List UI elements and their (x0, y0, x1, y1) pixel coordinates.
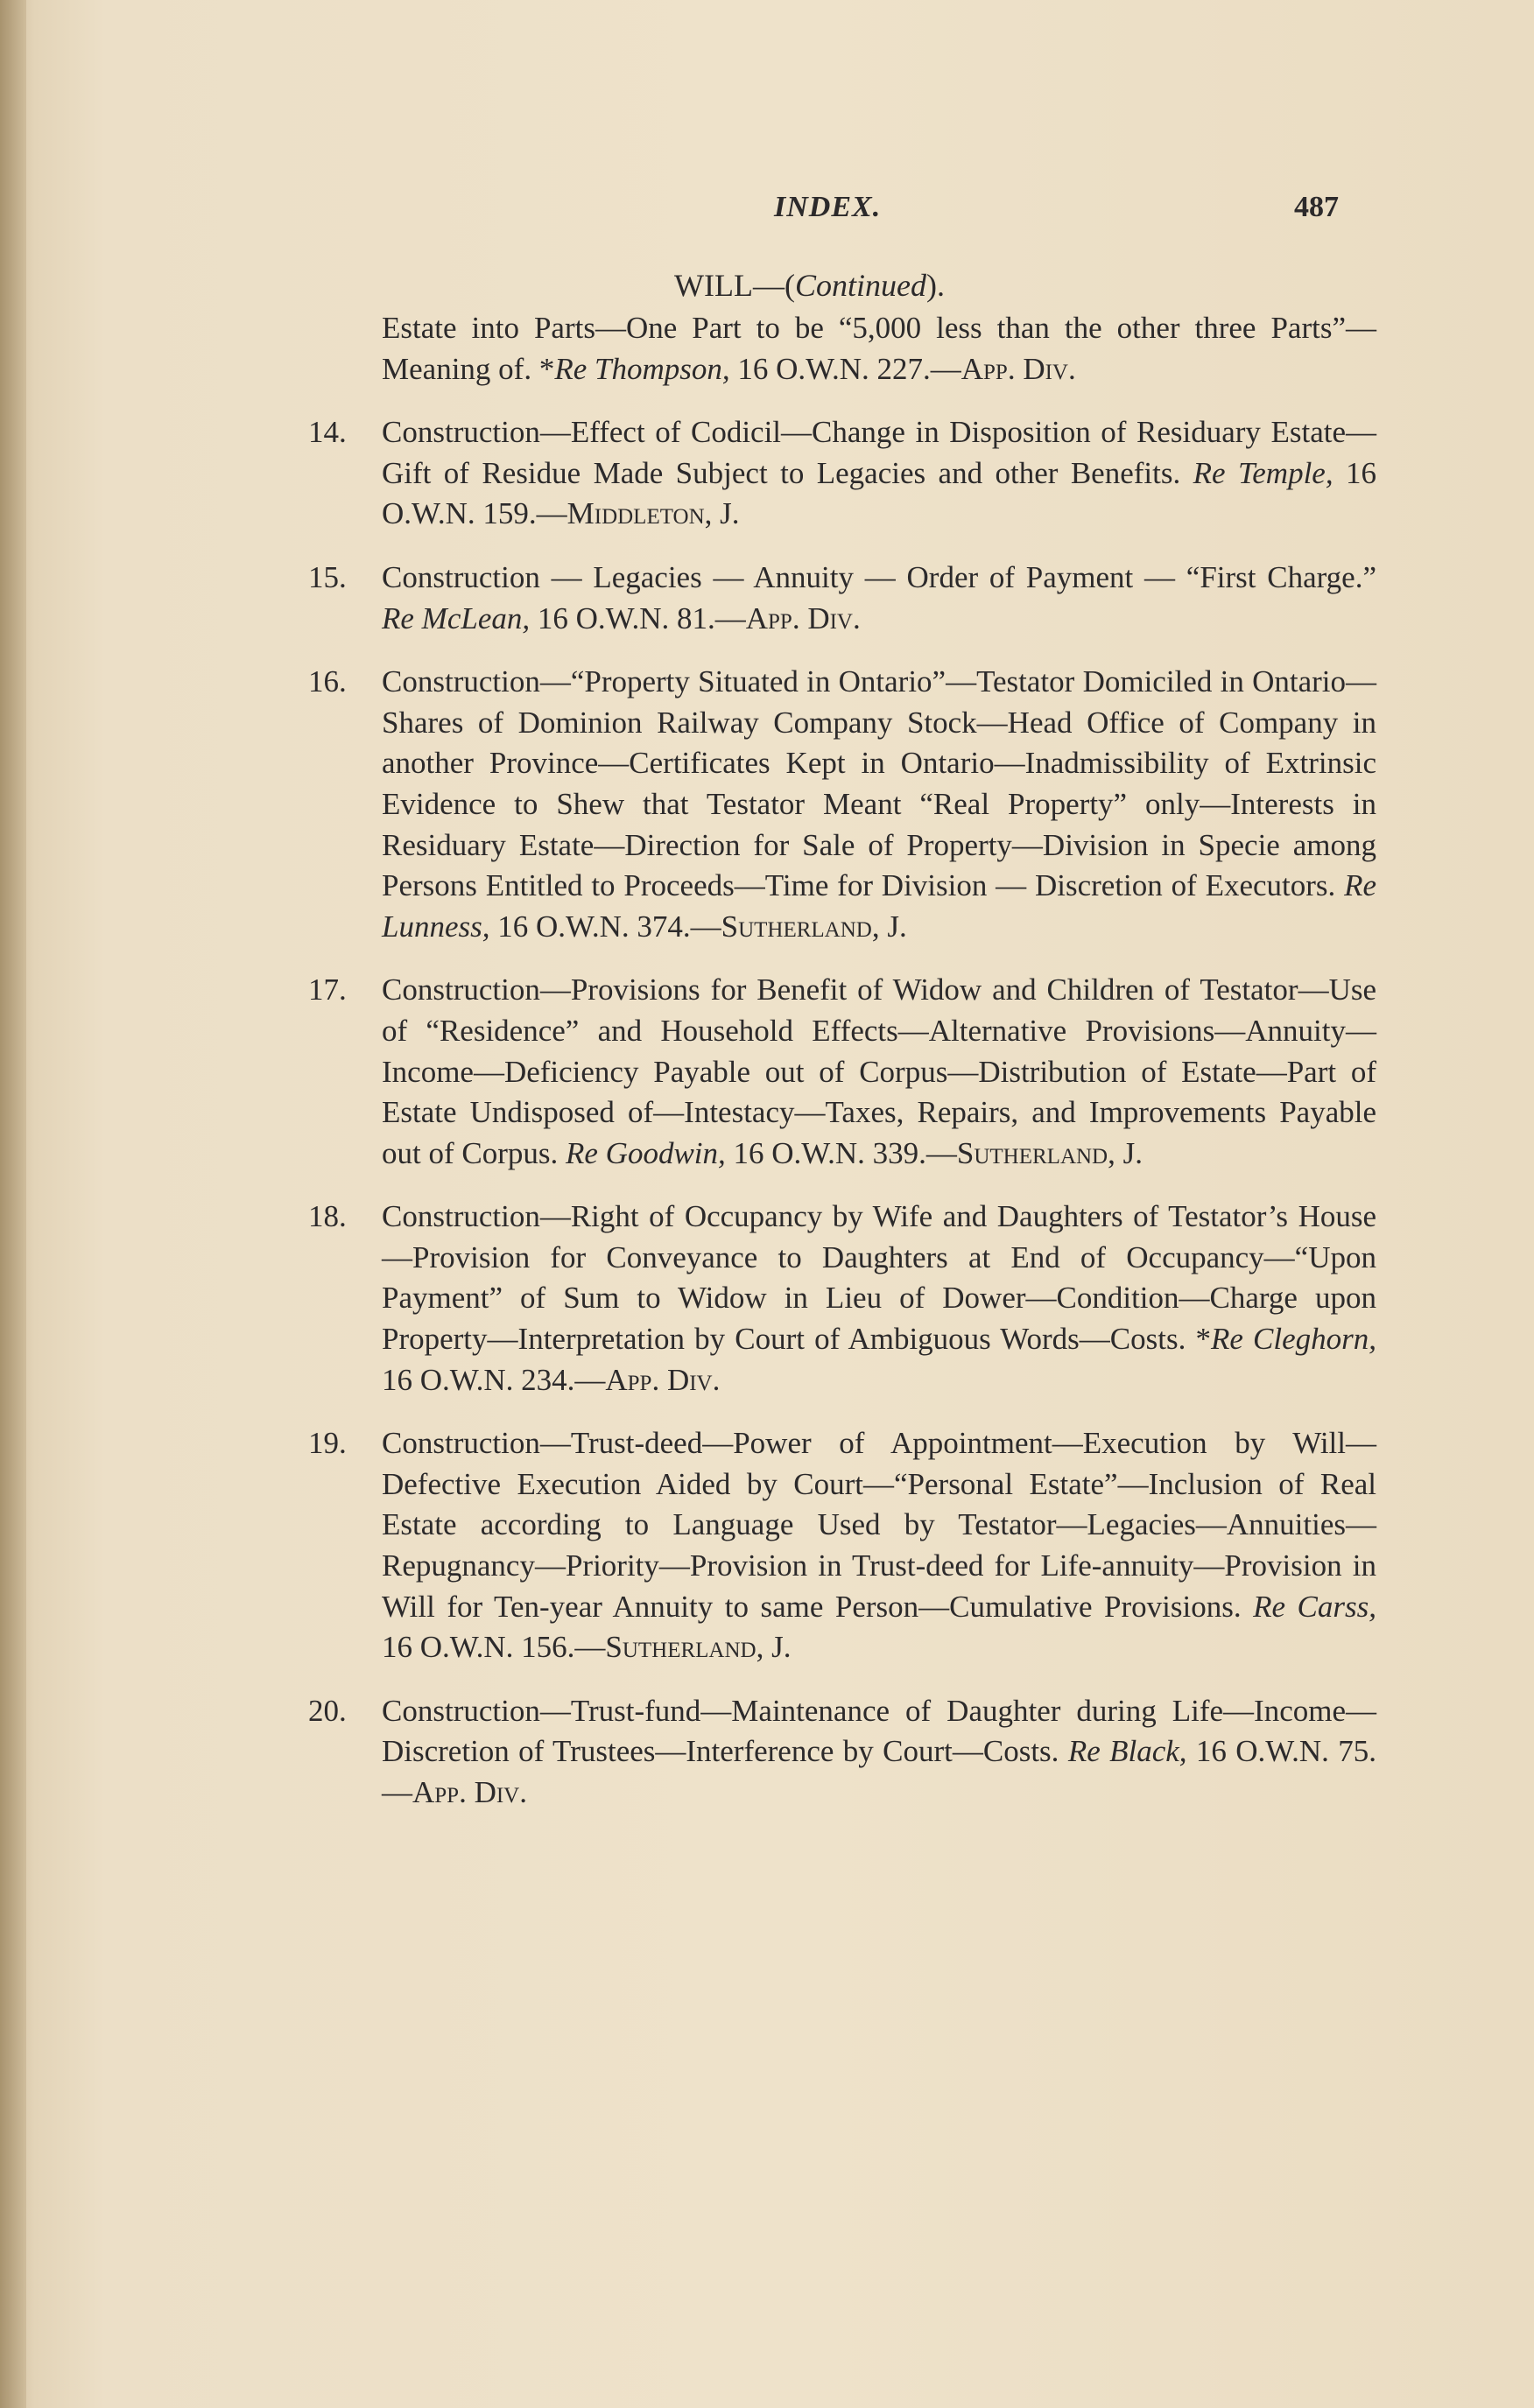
citation: 16 O.W.N. 339. (733, 1135, 926, 1170)
continued-label: Continued (794, 268, 926, 303)
entry-text: Construction—Trust-deed—Power of Appointment—Execution by Will—Defective Execution Aided by Court—“Personal Estate”—Inclusion of Real Estate according to Language Used by Testator—Legacies—Annuities—Repugnancy—Priority—Provision in Trust-deed for Life-annuity—Provision in Will for Ten-year Annuity to same Person—Cumulative Provisions. (382, 1426, 1376, 1624)
court: —App. Div. (574, 1362, 721, 1397)
index-entry (308, 662, 1376, 947)
entry-text: Construction — Legacies — Annuity — Order of Payment — “First Charge.” (382, 559, 1376, 594)
case-name: Re Black, (1067, 1734, 1187, 1769)
entry-number: 16. (308, 664, 347, 699)
court: —Middleton, J. (536, 496, 740, 531)
citation: 16 O.W.N. 234. (382, 1362, 575, 1397)
court: —Sutherland, J. (925, 1135, 1143, 1170)
case-name: Re Goodwin, (566, 1135, 726, 1170)
citation: 16 O.W.N. 156. (382, 1630, 575, 1665)
entry-number: 18. (308, 1199, 347, 1234)
page-gutter-shadow (0, 0, 26, 2408)
index-entry (308, 970, 1376, 1174)
running-header (0, 191, 1534, 235)
entry-number: 14. (308, 415, 347, 450)
court: —App. Div. (930, 351, 1076, 386)
citation: 16 O.W.N. 227. (737, 351, 931, 386)
court: —Sutherland, J. (690, 909, 907, 944)
entry-number: 15. (308, 559, 347, 594)
citation: 16 O.W.N. 374. (497, 909, 691, 944)
entry-text: Estate into Parts—One Part to be “5,000 less than the other three Parts”—Meaning of. (382, 311, 1376, 386)
section-word: WILL (674, 268, 753, 303)
case-mark: * (1195, 1322, 1211, 1357)
case-name: Re Carss, (1253, 1589, 1377, 1624)
entry-text: Construction—Effect of Codicil—Change in Disposition of Residuary Estate—Gift of Residue Made Subject to Legacies and other Benefits. (382, 415, 1376, 490)
continued-entry (308, 308, 1376, 390)
entry-text: Construction—“Property Situated in Ontario”—Testator Domiciled in Ontario—Shares of Dominion Railway Company Stock—Head Office of Company in another Province—Certificates Kept in Ontario—Inadmissibility of Extrinsic Evidence to Shew that Testator Meant “Real Property” only—Interests in Residuary Estate—Direction for Sale of Property—Division in Specie among Persons Entitled to Proceeds—Time for Division — Discretion of Executors. (382, 664, 1376, 903)
citation: 16 O.W.N. 159. (382, 455, 1377, 531)
running-title: INDEX. (774, 191, 882, 223)
entry-number: 17. (308, 972, 347, 1007)
case-name: Re Lunness, (382, 868, 1377, 944)
entry-number: 20. (308, 1693, 347, 1728)
index-entry (308, 412, 1376, 535)
index-entry (308, 1691, 1376, 1814)
court: —App. Div. (714, 600, 861, 635)
court: —App. Div. (382, 1775, 527, 1809)
entry-text: Construction—Right of Occupancy by Wife and Daughters of Testator’s House—Provision for Conveyance to Daughters at End of Occupancy—“Upon Payment” of Sum to Widow in Lieu of Dower—Condition—Charge upon Property—Interpretation by Court of Ambiguous Words—Costs. (382, 1199, 1376, 1357)
index-body (308, 308, 1376, 1836)
section-heading: WILL—(Continued). (674, 268, 945, 303)
case-mark: * (538, 351, 555, 386)
index-entry (308, 1423, 1376, 1668)
citation: 16 O.W.N. 75. (1195, 1734, 1377, 1769)
case-name: Re Temple, (1193, 455, 1333, 490)
entry-text: Construction—Provisions for Benefit of Widow and Children of Testator—Use of “Residence” and Household Effects—Alternative Provisions—Annuity—Income—Deficiency Payable out of Corpus—Distribution of Estate—Part of Estate Undisposed of—Intestacy—Taxes, Repairs, and Improvements Payable out of Corpus. (382, 972, 1376, 1170)
page-number: 487 (1294, 191, 1339, 223)
entry-number: 19. (308, 1426, 347, 1461)
index-entry (308, 558, 1376, 639)
court: —Sutherland, J. (574, 1630, 792, 1665)
citation: 16 O.W.N. 81. (537, 600, 715, 635)
case-name: Re Cleghorn, (1210, 1322, 1376, 1357)
case-name: Re McLean, (382, 600, 531, 635)
index-entry (308, 1197, 1376, 1401)
case-name: Re Thompson, (554, 351, 730, 386)
entry-text: Construction—Trust-fund—Maintenance of Daughter during Life—Income—Discretion of Trustees—Interference by Court—Costs. (382, 1693, 1376, 1769)
